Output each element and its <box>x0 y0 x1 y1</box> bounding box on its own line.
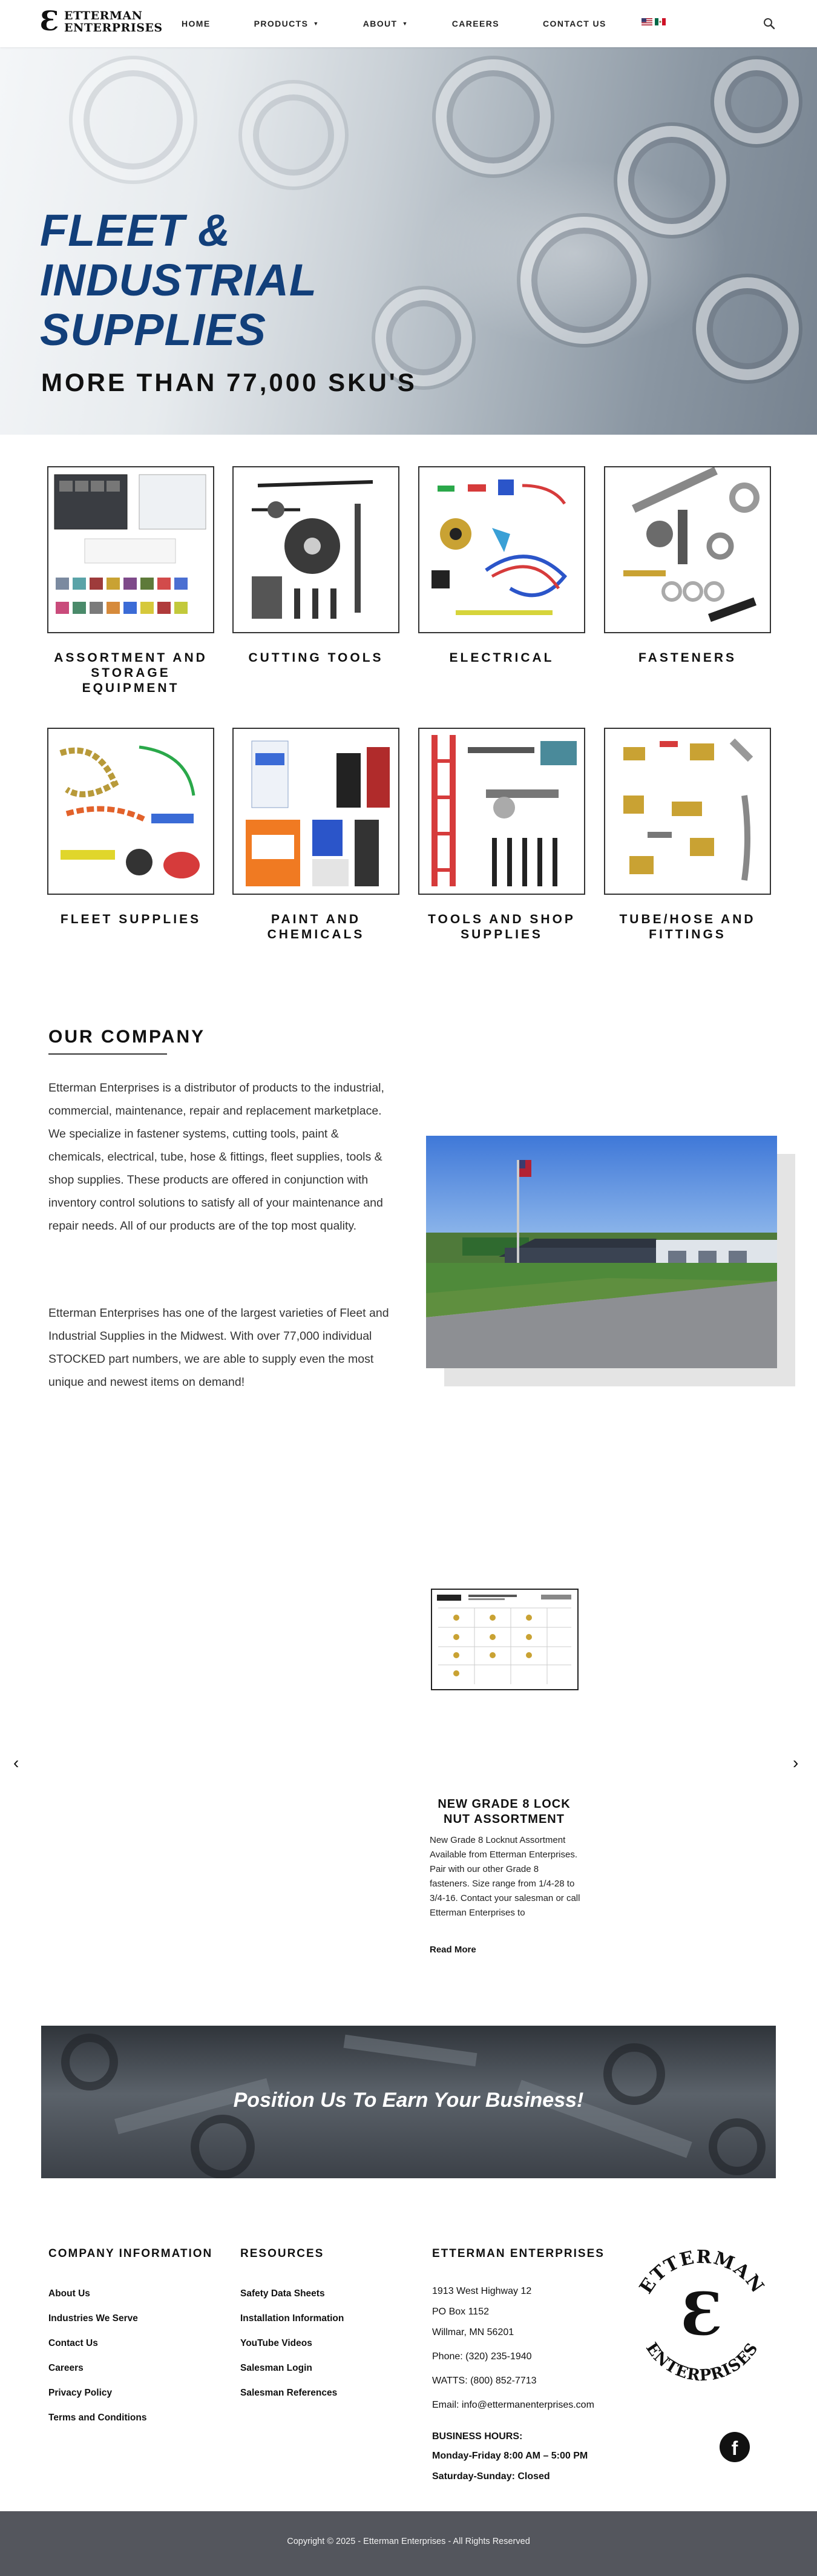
footer-link-sds[interactable]: Safety Data Sheets <box>240 2288 325 2299</box>
product-card-label: FLEET SUPPLIES <box>60 912 202 926</box>
news-thumbnail[interactable] <box>431 1589 579 1690</box>
product-image <box>232 466 399 633</box>
footer-link-contact-us[interactable]: Contact Us <box>48 2338 98 2348</box>
site-header <box>0 0 817 47</box>
footer-address-line-3: Willmar, MN 56201 <box>432 2327 514 2337</box>
hero-title-line-1: FLEET & <box>40 205 231 255</box>
nav-products[interactable] <box>254 19 320 28</box>
nav-contact-label: CONTACT US <box>543 19 606 28</box>
nav-about-label: ABOUT <box>363 19 398 28</box>
site-logo[interactable] <box>40 8 163 35</box>
footer-link-salesman-login[interactable]: Salesman Login <box>240 2363 312 2373</box>
logo-line-1: ETTERMAN <box>64 9 143 22</box>
product-card-tools-shop[interactable] <box>418 728 585 942</box>
hardware-decoration <box>73 59 194 180</box>
footer-link-industries[interactable]: Industries We Serve <box>48 2313 138 2324</box>
chevron-left-icon[interactable]: ‹ <box>13 1753 19 1772</box>
logo-mark-icon: Ɛ <box>40 6 59 37</box>
cta-banner <box>41 2026 776 2178</box>
product-image <box>232 728 399 895</box>
footer-phone[interactable]: Phone: (320) 235-1940 <box>432 2351 532 2362</box>
company-section-title: OUR COMPANY <box>48 1027 206 1047</box>
product-card-assortment[interactable] <box>47 466 214 696</box>
logo-line-2: ENTERPRISES <box>64 21 163 35</box>
hero-title <box>40 206 317 355</box>
product-card-electrical[interactable] <box>418 466 585 665</box>
footer-company-links <box>48 2281 146 2430</box>
read-more-link[interactable]: Read More <box>430 1945 476 1955</box>
product-image <box>418 728 585 895</box>
footer-link-youtube[interactable]: YouTube Videos <box>240 2338 312 2348</box>
hero-title-line-2: INDUSTRIAL <box>40 255 318 305</box>
main-nav <box>182 0 650 47</box>
footer-link-privacy[interactable]: Privacy Policy <box>48 2388 113 2398</box>
fleet-supplies-icon <box>48 729 213 894</box>
product-image <box>47 728 214 895</box>
facebook-icon[interactable]: f <box>720 2432 750 2462</box>
footer-link-careers[interactable]: Careers <box>48 2363 84 2373</box>
footer-resource-links <box>240 2281 344 2405</box>
product-card-label: CUTTING TOOLS <box>248 651 384 665</box>
hardware-decoration <box>436 59 551 174</box>
hardware-decoration <box>242 84 345 186</box>
news-title[interactable]: NEW GRADE 8 LOCK NUT ASSORTMENT <box>438 1797 571 1826</box>
footer-link-terms[interactable]: Terms and Conditions <box>48 2413 147 2423</box>
product-card-label: ASSORTMENT AND STORAGE EQUIPMENT <box>54 651 208 695</box>
nav-about[interactable] <box>363 19 408 28</box>
footer-hours-weekend: Saturday-Sunday: Closed <box>432 2471 550 2482</box>
mexico-flag-icon[interactable] <box>655 18 666 25</box>
footer-logo-bottom-text: ENTERPRISES <box>641 2339 763 2385</box>
hardware-decoration <box>714 59 799 144</box>
tools-shop-icon <box>419 729 584 894</box>
nav-products-label: PRODUCTS <box>254 19 309 28</box>
hero-banner <box>0 47 817 435</box>
hero-subtitle: MORE THAN 77,000 SKU'S <box>41 368 417 397</box>
product-card-label: TOOLS AND SHOP SUPPLIES <box>428 912 576 941</box>
language-switcher <box>641 18 666 25</box>
product-card-paint-chemicals[interactable] <box>232 728 399 942</box>
hardware-decoration <box>617 126 726 235</box>
product-card-tube-hose[interactable] <box>604 728 771 942</box>
news-excerpt: New Grade 8 Locknut Assortment Available from Etterman Enterprises. Pair with our other Grade 8 fasteners. Size range from 1/4-28 to 3/4-16. Contact your salesman or call Etterman Enterprises to <box>430 1835 580 1918</box>
product-card-label: FASTENERS <box>638 651 737 665</box>
cta-banner-text: Position Us To Earn Your Business! <box>233 2089 584 2112</box>
copyright-text: Copyright © 2025 - Etterman Enterprises - All Rights Reserved <box>287 2537 530 2546</box>
product-card-label: TUBE/HOSE AND FITTINGS <box>619 912 756 941</box>
footer-email[interactable]: Email: info@ettermanenterprises.com <box>432 2400 594 2410</box>
hardware-decoration <box>520 217 648 344</box>
fasteners-icon <box>605 467 770 632</box>
product-card-cutting-tools[interactable] <box>232 466 399 665</box>
company-paragraph-2: Etterman Enterprises has one of the largest varieties of Fleet and Industrial Supplies in the Midwest. With over 77,000 individual STOCKED part numbers, we are able to supply even the most unique and newest items on demand! <box>48 1306 389 1389</box>
footer-logo-top-text: ETTERMAN <box>635 2246 769 2298</box>
us-flag-icon[interactable] <box>641 18 652 25</box>
nav-careers[interactable] <box>452 19 499 28</box>
footer-link-salesman-references[interactable]: Salesman References <box>240 2388 338 2398</box>
search-icon[interactable] <box>761 16 777 31</box>
building-photo-image <box>426 1136 777 1368</box>
footer-watts[interactable]: WATTS: (800) 852-7713 <box>432 2376 537 2386</box>
assortment-box-icon <box>48 467 213 632</box>
tube-hose-fittings-icon <box>605 729 770 894</box>
footer-address-line-2: PO Box 1152 <box>432 2307 489 2317</box>
product-image <box>47 466 214 633</box>
footer-hours-weekday: Monday-Friday 8:00 AM – 5:00 PM <box>432 2451 588 2461</box>
chevron-right-icon[interactable]: › <box>793 1753 799 1772</box>
electrical-icon <box>419 467 584 632</box>
hero-title-line-3: SUPPLIES <box>40 305 266 355</box>
product-card-label: PAINT AND CHEMICALS <box>267 912 365 941</box>
footer-contact-heading: ETTERMAN ENTERPRISES <box>432 2247 605 2260</box>
locknut-sheet-image <box>432 1590 577 1689</box>
footer-company-info-heading: COMPANY INFORMATION <box>48 2247 213 2260</box>
chevron-down-icon: ▼ <box>402 21 408 27</box>
nav-careers-label: CAREERS <box>451 19 500 28</box>
company-paragraph-1: Etterman Enterprises is a distributor of products to the industrial, commercial, maintenance, repair and replacement marketplace. We specialize in fastener systems, cutting tools, paint & chemicals, electrical, tube, hose & fittings, fleet supplies, tools & shop supplies. These products are offered in conjunction with inventory control solutions to satisfy all of your maintenance and repair needs. All of our products are of the top most quality. <box>48 1081 384 1233</box>
footer-resources-heading: RESOURCES <box>240 2247 324 2260</box>
product-image <box>604 466 771 633</box>
company-building-photo <box>426 1136 777 1368</box>
nav-home-label: HOME <box>182 19 211 28</box>
product-card-fleet-supplies[interactable] <box>47 728 214 927</box>
paint-chemicals-icon <box>234 729 398 894</box>
chevron-down-icon: ▼ <box>313 21 320 27</box>
footer-link-about-us[interactable]: About Us <box>48 2288 90 2299</box>
product-card-label: ELECTRICAL <box>449 651 554 665</box>
product-image <box>604 728 771 895</box>
hardware-decoration <box>696 277 799 380</box>
title-divider <box>48 1053 167 1055</box>
product-card-fasteners[interactable] <box>604 466 771 665</box>
nav-home[interactable] <box>182 19 211 28</box>
footer-link-installation[interactable]: Installation Information <box>240 2313 344 2324</box>
cutting-tools-icon <box>234 467 398 632</box>
nav-contact-us[interactable] <box>543 19 606 28</box>
footer-bottom-bar <box>0 2511 817 2576</box>
footer-address-line-1: 1913 West Highway 12 <box>432 2286 532 2296</box>
footer-hours-heading: BUSINESS HOURS: <box>432 2431 523 2442</box>
logo-wordmark <box>64 10 163 34</box>
footer-logo[interactable] <box>629 2244 775 2389</box>
logo-mark-icon: Ɛ <box>681 2280 723 2348</box>
product-image <box>418 466 585 633</box>
